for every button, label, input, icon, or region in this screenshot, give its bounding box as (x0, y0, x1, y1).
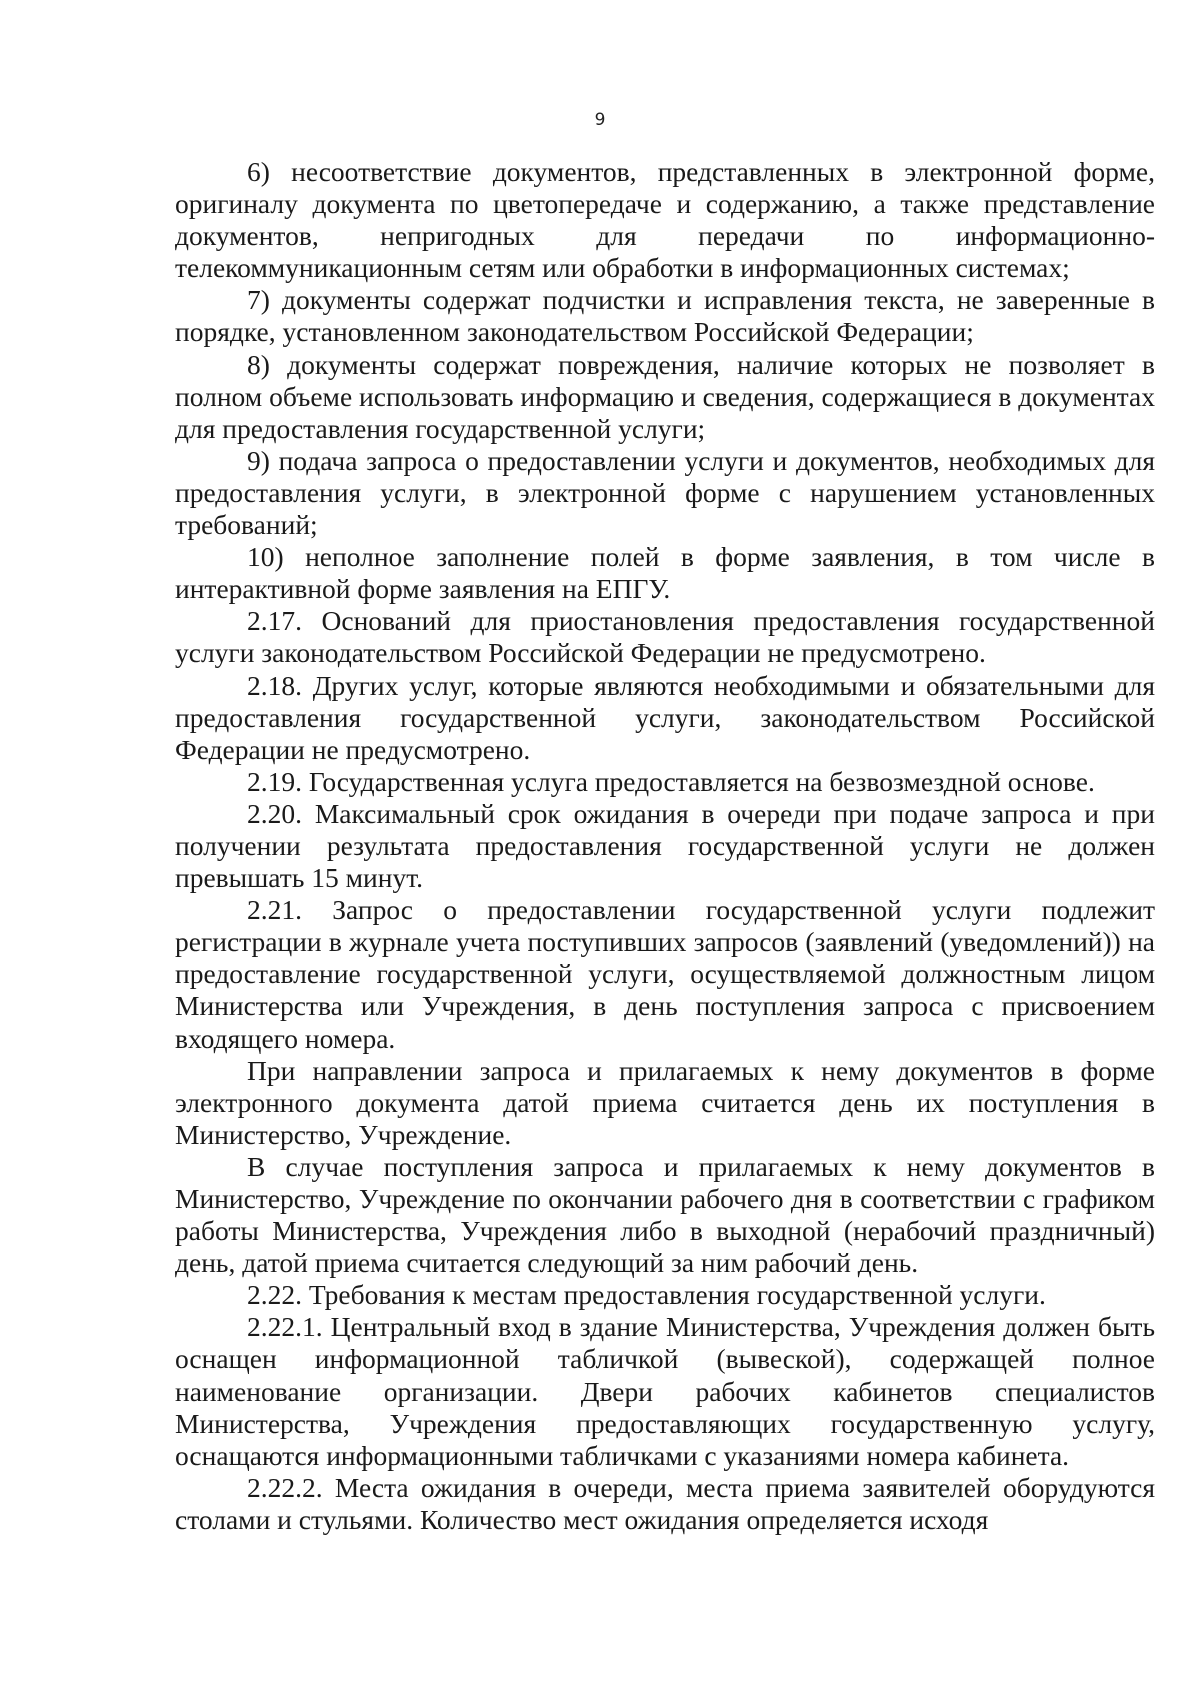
paragraph-item-10: 10) неполное заполнение полей в форме заявления, в том числе в интерактивной форме заявления на ЕПГУ. (175, 541, 1155, 605)
paragraph-electronic-submission: При направлении запроса и прилагаемых к нему документов в форме электронного документа датой приема считается день их поступления в Министерство, Учреждение. (175, 1054, 1155, 1150)
paragraph-2-21: 2.21. Запрос о предоставлении государственной услуги подлежит регистрации в журнале учета поступивших запросов (заявлений (уведомлений)) на предоставление государственной услуги, осуществляемой должностным лицом Министерства или Учреждения, в день поступления запроса с присвоением входящего номера. (175, 894, 1155, 1054)
paragraph-2-18: 2.18. Других услуг, которые являются необходимыми и обязательными для предоставления государственной услуги, законодательством Российской Федерации не предусмотрено. (175, 669, 1155, 765)
document-body (175, 156, 1155, 1536)
paragraph-2-20: 2.20. Максимальный срок ожидания в очереди при подаче запроса и при получении результата предоставления государственной услуги не должен превышать 15 минут. (175, 797, 1155, 894)
paragraph-2-19: 2.19. Государственная услуга предоставляется на безвозмездной основе. (247, 765, 1095, 797)
paragraph-2-22-1: 2.22.1. Центральный вход в здание Министерства, Учреждения должен быть оснащен информационной табличкой (вывеской), содержащей полное наименование организации. Двери рабочих кабинетов специалистов Министерства, Учреждения предоставляющих государственную услугу, оснащаются информационными табличками с указаниями номера кабинета. (175, 1311, 1155, 1471)
paragraph-2-22: 2.22. Требования к местам предоставления государственной услуги. (247, 1279, 1046, 1311)
paragraph-2-17: 2.17. Оснований для приостановления предоставления государственной услуги законодательством Российской Федерации не предусмотрено. (175, 605, 1155, 669)
paragraph-after-hours-submission: В случае поступления запроса и прилагаемых к нему документов в Министерство, Учреждение по окончании рабочего дня в соответствии с графиком работы Министерства, Учреждения либо в выходной (нерабочий праздничный) день, датой приема считается следующий за ним рабочий день. (175, 1150, 1155, 1279)
paragraph-item-7: 7) документы содержат подчистки и исправления текста, не заверенные в порядке, установленном законодательством Российской Федерации; (175, 284, 1155, 348)
paragraph-2-22-2: 2.22.2. Места ожидания в очереди, места приема заявителей оборудуются столами и стульями. Количество мест ожидания определяется исходя (175, 1471, 1155, 1535)
paragraph-item-6: 6) несоответствие документов, представленных в электронной форме, оригиналу документа по цветопередаче и содержанию, а также представление документов, непригодных для передачи по информационно-телекоммуникационным сетям или обработки в информационных системах; (175, 156, 1155, 284)
paragraph-item-8: 8) документы содержат повреждения, наличие которых не позволяет в полном объеме использовать информацию и сведения, содержащиеся в документах для предоставления государственной услуги; (175, 348, 1155, 444)
paragraph-item-9: 9) подача запроса о предоставлении услуги и документов, необходимых для предоставления услуги, в электронной форме с нарушением установленных требований; (175, 444, 1155, 541)
page-number: 9 (594, 110, 606, 130)
